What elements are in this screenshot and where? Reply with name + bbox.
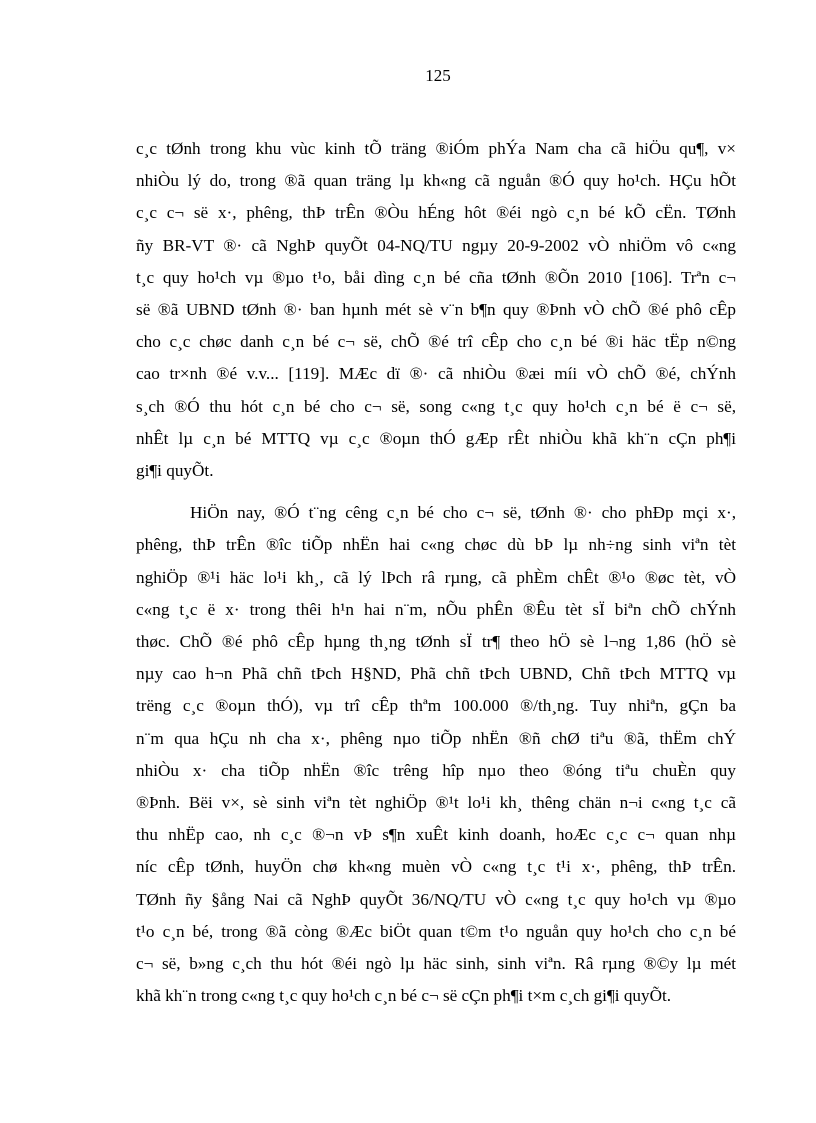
- text-line: t¸c quy ho¹ch vµ ®µo t¹o, båi dìng c¸n bé cña tØnh ®Õn 2010 [106]. Trªn c¬: [136, 267, 736, 287]
- body-text: [136, 133, 736, 1012]
- paragraph: [136, 497, 736, 1012]
- page-number: 125: [425, 66, 451, 85]
- text-line: c«ng t¸c ë x· trong thêi h¹n hai n¨m, nÕu phÊn ®Êu tèt sÏ biªn chÕ chÝnh: [136, 599, 736, 619]
- text-line: së ®ã UBND tØnh ®· ban hµnh mét sè v¨n b¶n quy ®Þnh vÒ chÕ ®é phô cÊp: [136, 300, 736, 320]
- text-line: thøc. ChÕ ®é phô cÊp hµng th¸ng tØnh sÏ tr¶ theo hÖ sè l¬ng 1,86 (hÖ sè: [136, 632, 736, 652]
- text-line: níc cÊp tØnh, huyÖn chø kh«ng muèn vÒ c«ng t¸c t¹i x·, phêng, thÞ trÊn.: [136, 857, 736, 877]
- text-line: t¹o c¸n bé, trong ®ã còng ®Æc biÖt quan t©m t¹o nguån quy ho¹ch cho c¸n bé: [136, 921, 736, 941]
- text-line: ®Þnh. Bëi v×, sè sinh viªn tèt nghiÖp ®¹t lo¹i kh¸ thêng chän n¬i c«ng t¸c cã: [136, 793, 736, 813]
- text-line: nhÊt lµ c¸n bé MTTQ vµ c¸c ®oµn thÓ gÆp rÊt nhiÒu khã kh¨n cÇn ph¶i: [136, 428, 736, 448]
- text-line: TØnh ñy §ång Nai cã NghÞ quyÕt 36/NQ/TU vÒ c«ng t¸c quy ho¹ch vµ ®µo: [136, 889, 736, 909]
- text-line: n¨m qua hÇu nh cha x·, phêng nµo tiÕp nhËn ®ñ chØ tiªu ®ã, thËm chÝ: [136, 728, 736, 748]
- text-line: gi¶i quyÕt.: [136, 461, 214, 481]
- text-line: khã kh¨n trong c«ng t¸c quy ho¹ch c¸n bé c¬ së cÇn ph¶i t×m c¸ch gi¶i quyÕt.: [136, 986, 672, 1006]
- text-line: cao tr×nh ®é v.v... [119]. MÆc dï ®· cã nhiÒu ®æi míi vÒ chÕ ®é, chÝnh: [136, 364, 736, 384]
- text-line: ñy BR-VT ®· cã NghÞ quyÕt 04-NQ/TU ngµy 20-9-2002 vÒ nhiÖm vô c«ng: [136, 235, 736, 255]
- text-line: c¸c c¬ së x·, phêng, thÞ trÊn ®Òu hÉng hôt ®éi ngò c¸n bé kÕ cËn. TØnh: [136, 203, 736, 223]
- text-line: cho c¸c chøc danh c¸n bé c¬ së, chÕ ®é trî cÊp cho c¸n bé ®i häc tËp n©ng: [136, 332, 736, 352]
- text-line: HiÖn nay, ®Ó t¨ng cêng c¸n bé cho c¬ së, tØnh ®· cho phÐp mçi x·,: [190, 503, 736, 523]
- text-line: nhiÒu x· cha tiÕp nhËn ®îc trêng hîp nµo theo ®óng tiªu chuÈn quy: [136, 760, 736, 780]
- text-line: c¬ së, b»ng c¸ch thu hót ®éi ngò lµ häc sinh, sinh viªn. Râ rµng ®©y lµ mét: [136, 954, 736, 974]
- paragraph: [136, 133, 736, 487]
- text-line: nµy cao h¬n Phã chñ tÞch H§ND, Phã chñ tÞch UBND, Chñ tÞch MTTQ vµ: [136, 664, 736, 684]
- text-line: nghiÖp ®¹i häc lo¹i kh¸, cã lý lÞch râ rµng, cã phÈm chÊt ®¹o ®øc tèt, vÒ: [136, 567, 736, 587]
- text-line: thu nhËp cao, nh c¸c ®¬n vÞ s¶n xuÊt kinh doanh, hoÆc c¸c c¬ quan nhµ: [136, 825, 736, 845]
- text-line: c¸c tØnh trong khu vùc kinh tÕ träng ®iÓm phÝa Nam cha cã hiÖu qu¶, v×: [136, 139, 736, 158]
- text-line: trëng c¸c ®oµn thÓ), vµ trî cÊp thªm 100.000 ®/th¸ng. Tuy nhiªn, gÇn ba: [136, 696, 736, 716]
- text-line: s¸ch ®Ó thu hót c¸n bé cho c¬ së, song c«ng t¸c quy ho¹ch c¸n bé ë c¬ së,: [136, 396, 736, 416]
- text-line: nhiÒu lý do, trong ®ã quan träng lµ kh«ng cã nguån ®Ó quy ho¹ch. HÇu hÕt: [136, 171, 736, 191]
- text-line: phêng, thÞ trÊn ®îc tiÕp nhËn hai c«ng chøc dù bÞ lµ nh÷ng sinh viªn tèt: [136, 535, 736, 555]
